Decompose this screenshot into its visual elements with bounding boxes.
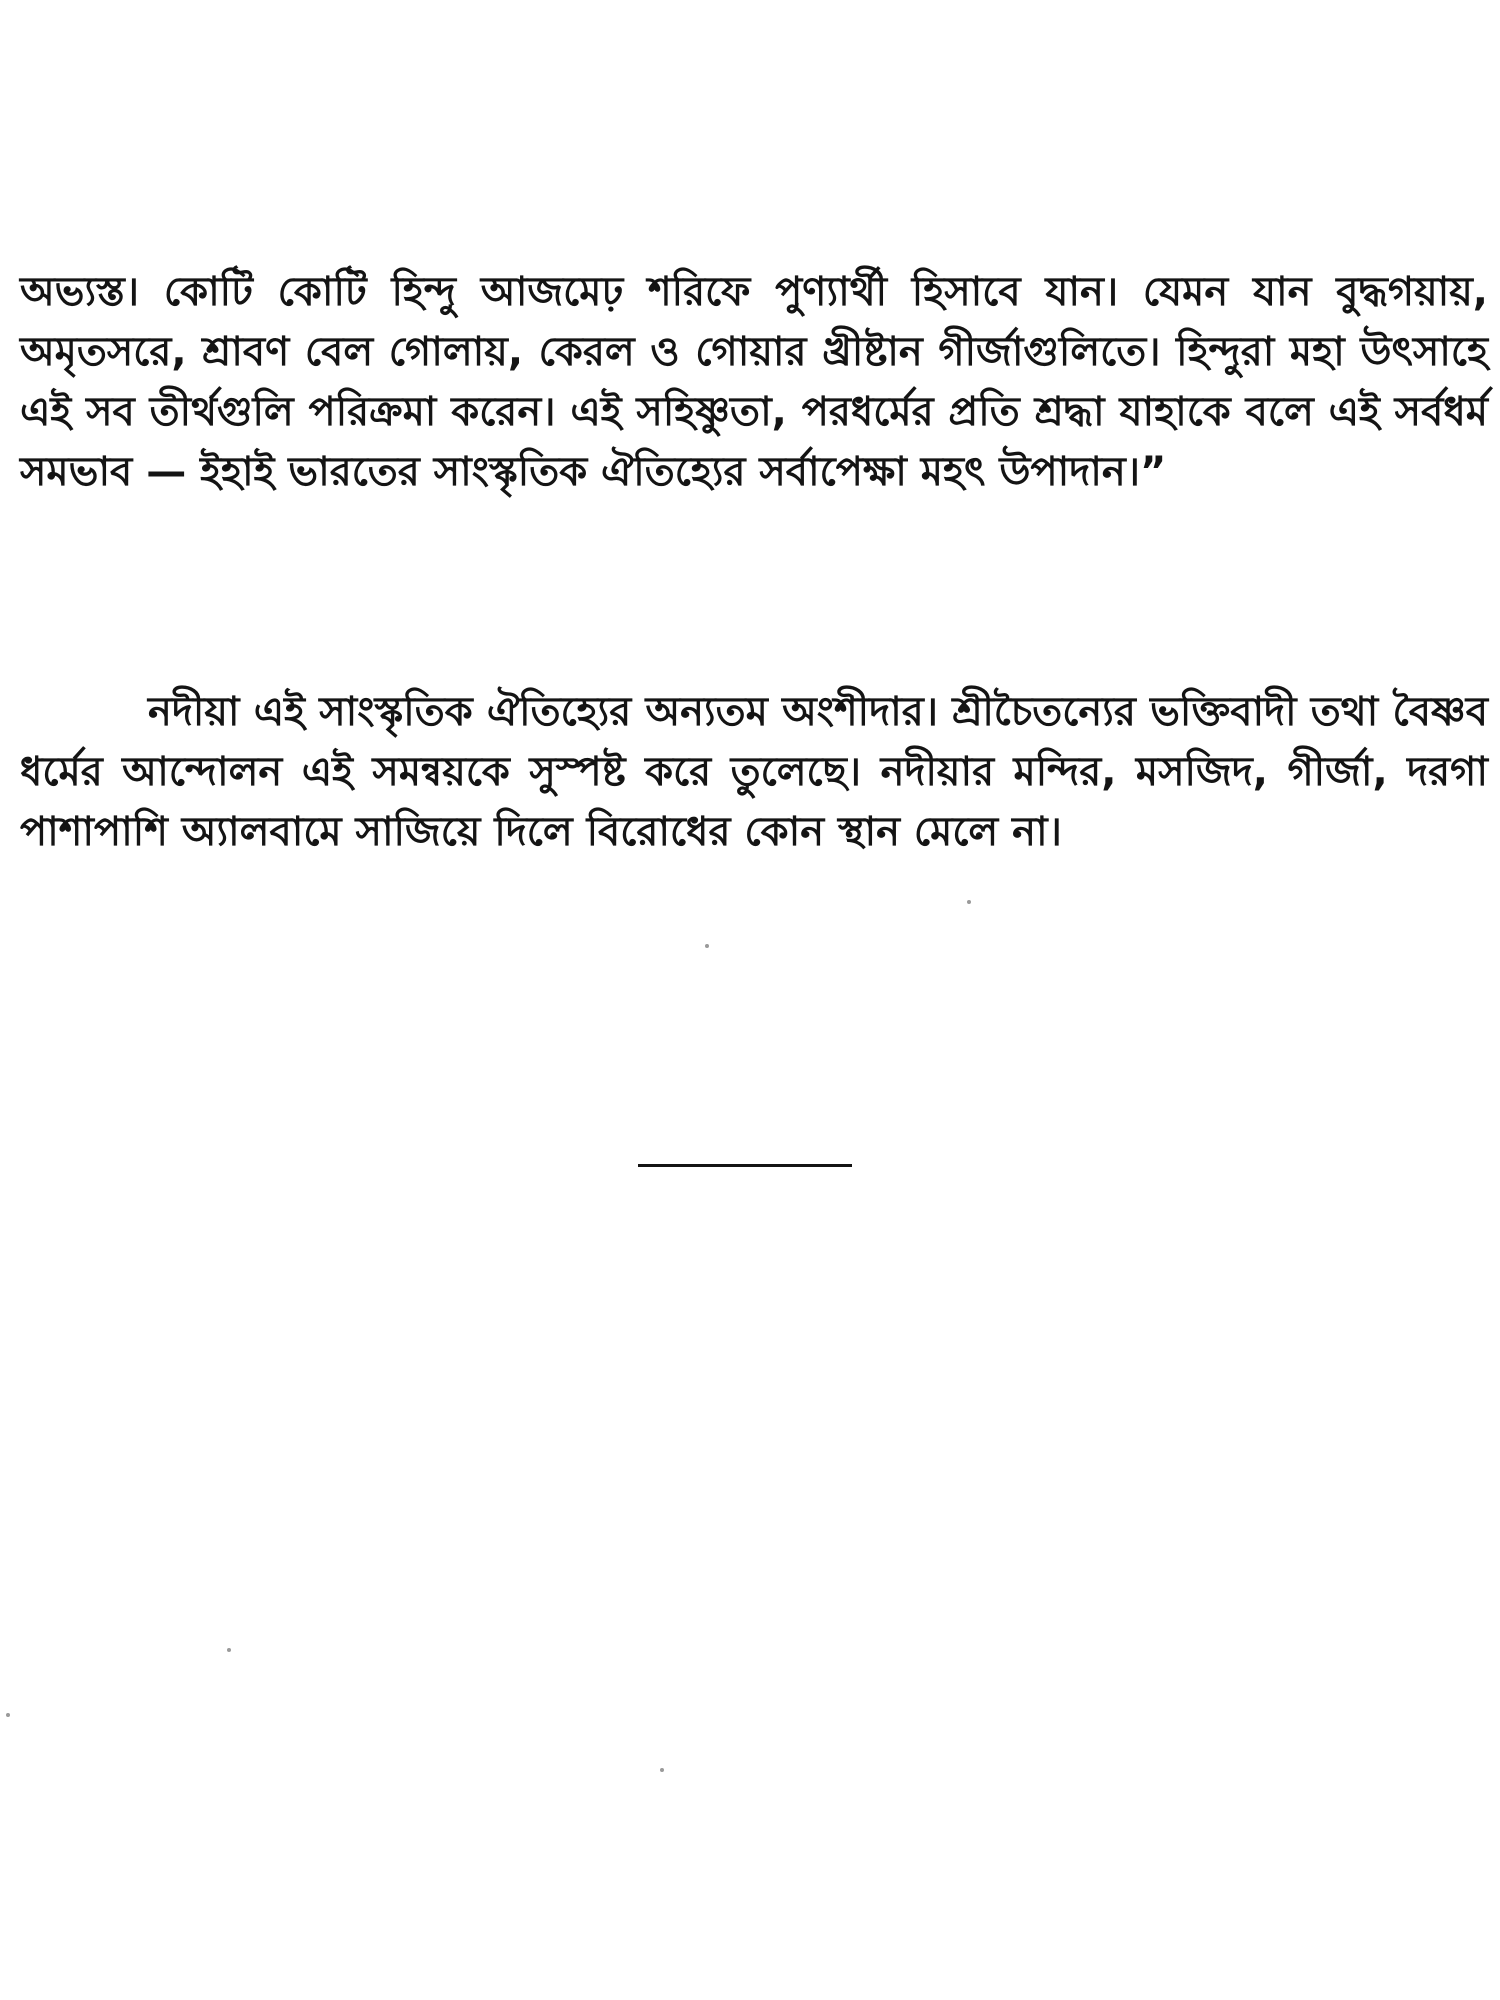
body-paragraph-1: অভ্যস্ত। কোটি কোটি হিন্দু আজমেঢ় শরিফে পুণ্যার্থী হিসাবে যান। যেমন যান বুদ্ধগয়ায়, অমৃতসরে, শ্রাবণ বেল গোলায়, কেরল ও গোয়ার খ্রীষ্টান গীর্জাগুলিতে। হিন্দুরা মহা উৎসাহে এই সব তীর্থগুলি পরিক্রমা করেন। এই সহিষ্ণুতা, পরধর্মের প্রতি শ্রদ্ধা যাহাকে বলে এই সর্বধর্ম সমভাব — ইহাই ভারতের সাংস্কৃতিক ঐতিহ্যের সর্বাপেক্ষা মহৎ উপাদান।” bbox=[20, 269, 1488, 495]
body-paragraph-2: নদীয়া এই সাংস্কৃতিক ঐতিহ্যের অন্যতম অংশীদার। শ্রীচৈতন্যের ভক্তিবাদী তথা বৈষ্ণব ধর্মের আন্দোলন এই সমন্বয়কে সুস্পষ্ট করে তুলেছে। নদীয়ার মন্দির, মসজিদ, গীর্জা, দরগা পাশাপাশি অ্যালবামে সাজিয়ে দিলে বিরোধের কোন স্থান মেলে না। bbox=[20, 689, 1488, 855]
section-separator-line bbox=[638, 1164, 852, 1167]
scan-speck bbox=[660, 1768, 664, 1772]
scan-speck bbox=[6, 1713, 10, 1717]
scan-speck bbox=[227, 1648, 231, 1652]
scan-speck bbox=[705, 944, 709, 948]
scan-speck bbox=[967, 900, 971, 904]
